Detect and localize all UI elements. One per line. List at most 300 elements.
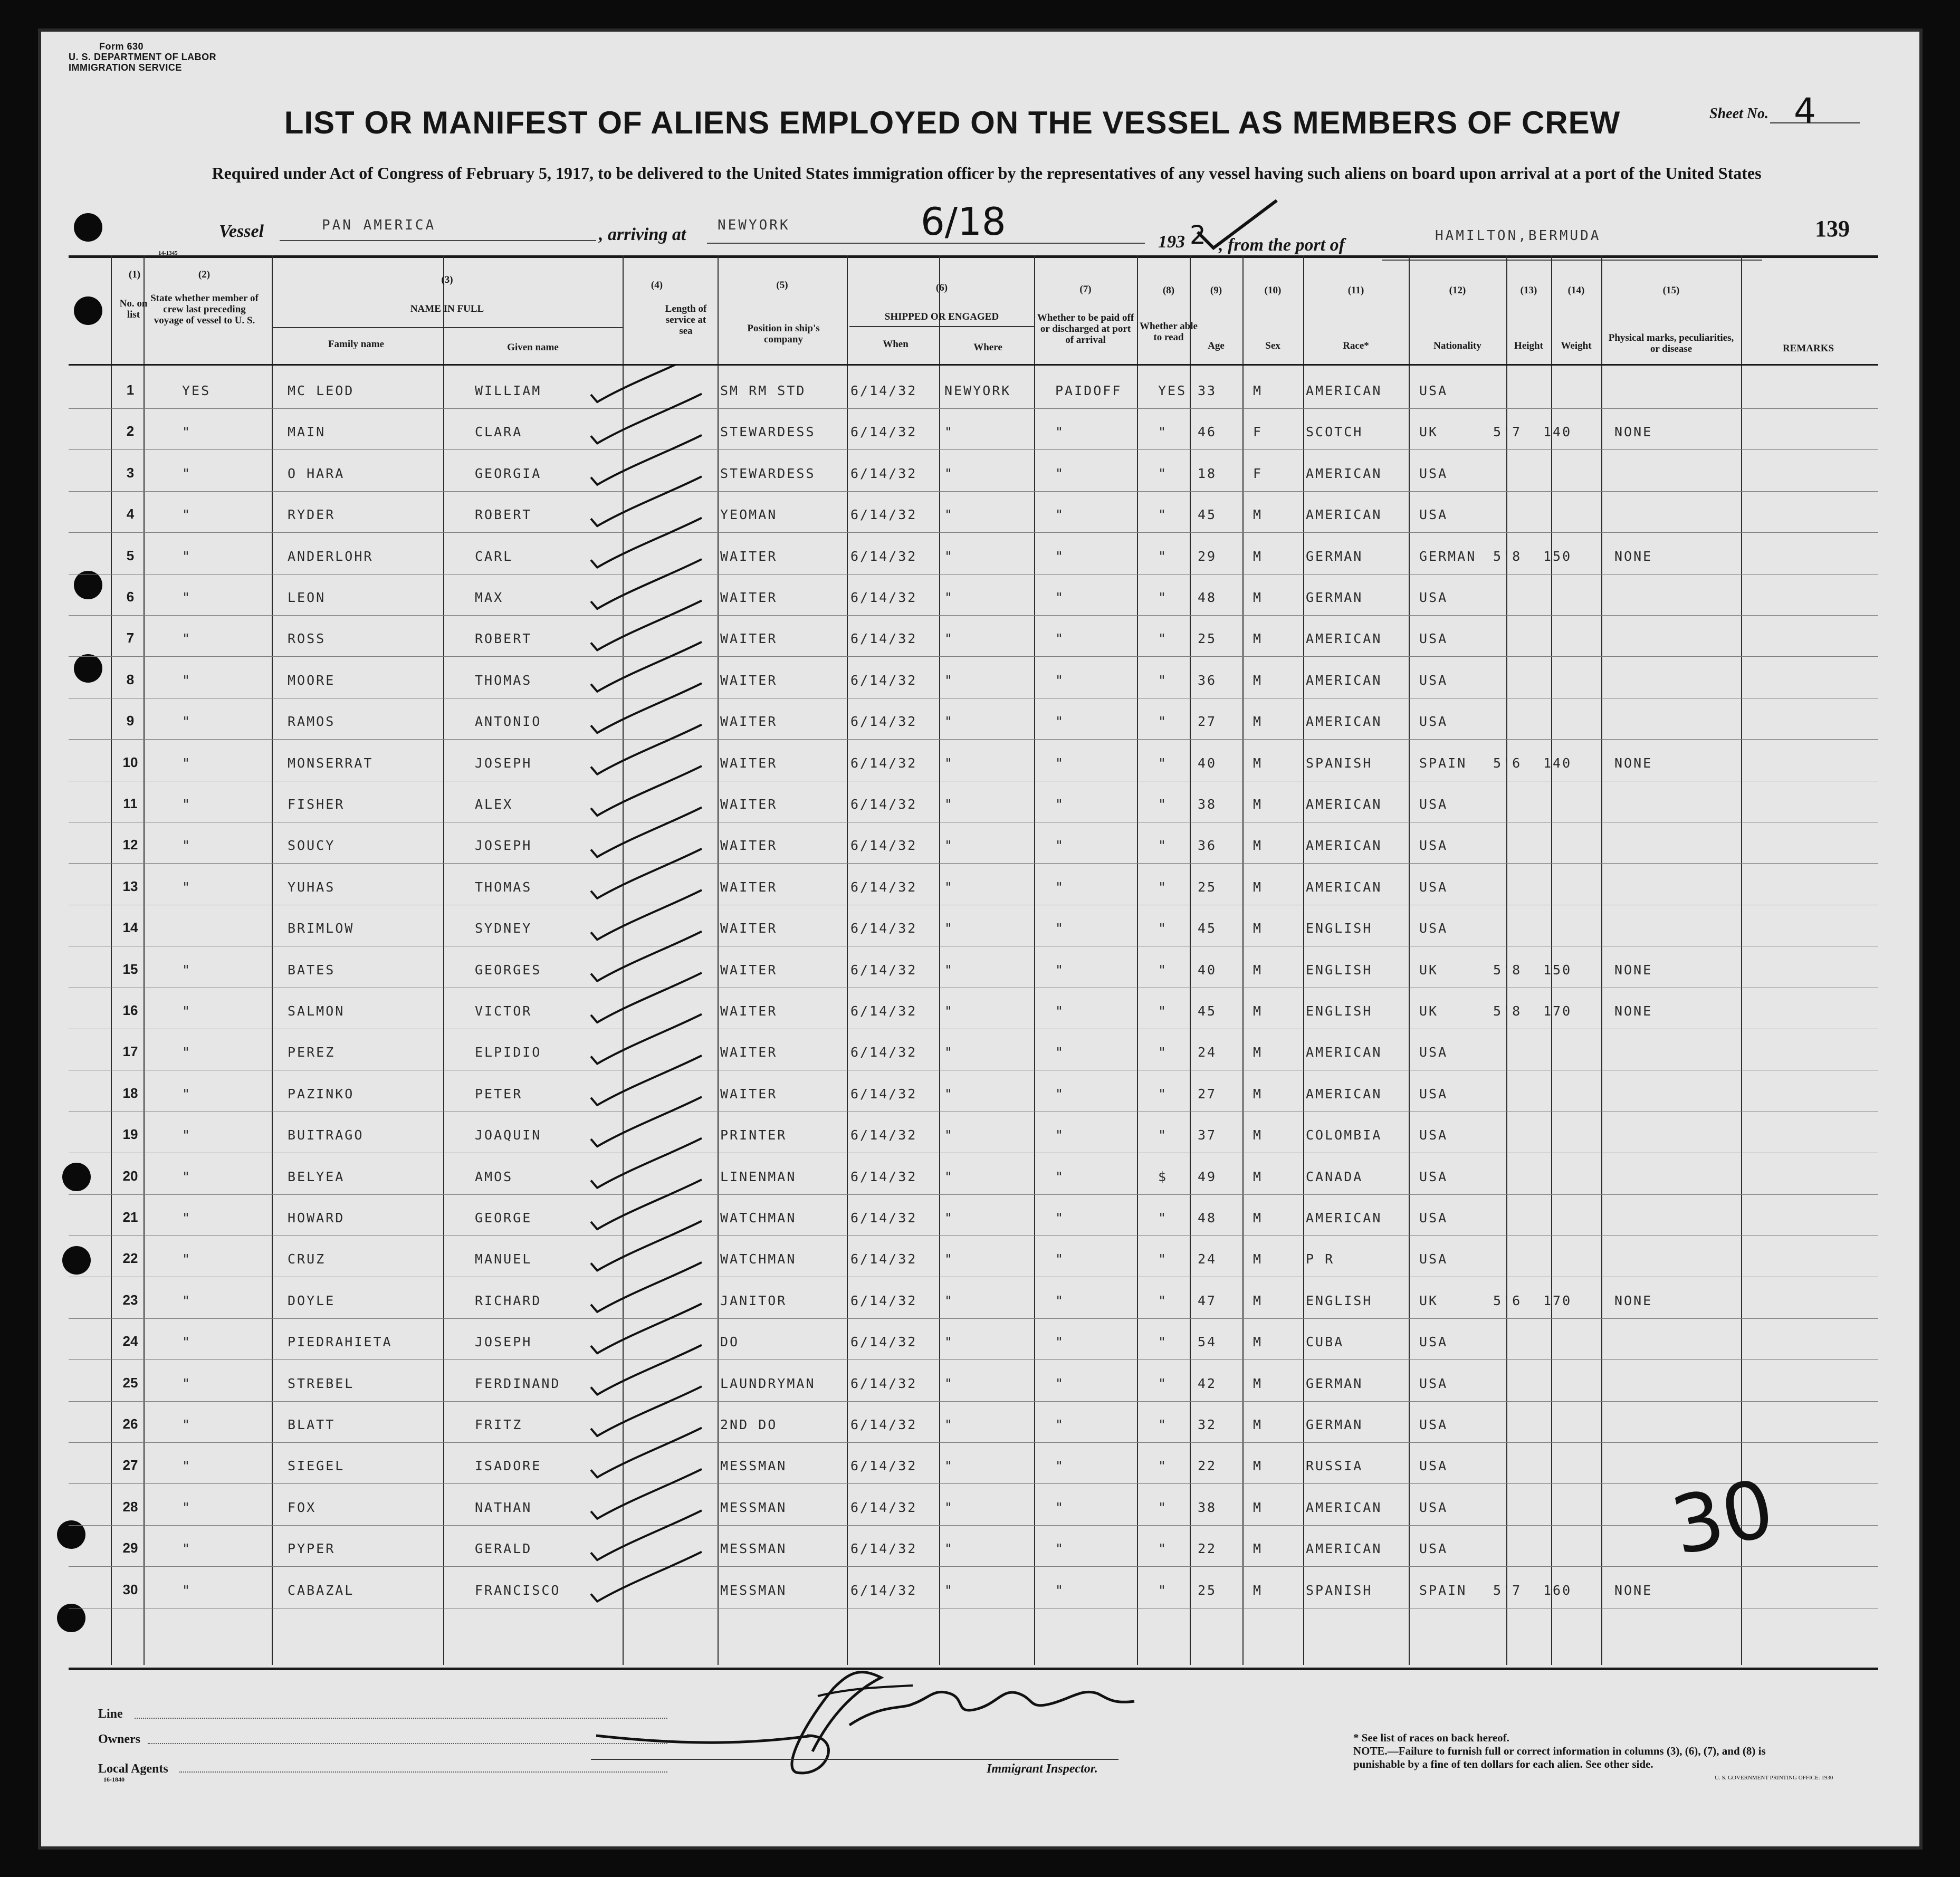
paid-off: ": [1055, 424, 1065, 440]
paid-off: ": [1055, 962, 1065, 978]
shipped-where: ": [944, 1127, 954, 1143]
position: WAITER: [720, 1045, 778, 1060]
check-mark: [591, 559, 702, 609]
able-to-read: ": [1158, 1086, 1168, 1102]
shipped-when: 6/14/32: [850, 921, 917, 936]
col2-number: (2): [198, 269, 211, 280]
footnotes: [1353, 1731, 1818, 1771]
previous-voyage: ": [182, 797, 192, 812]
paid-off: ": [1055, 838, 1065, 854]
family-name: SIEGEL: [288, 1458, 345, 1474]
physical-marks: NONE: [1614, 962, 1653, 978]
given-name: ELPIDIO: [475, 1045, 542, 1060]
position: WAITER: [720, 797, 778, 812]
shipped-where: ": [944, 838, 954, 854]
position: WATCHMAN: [720, 1210, 797, 1225]
family-name: HOWARD: [288, 1210, 345, 1225]
race: AMERICAN: [1306, 1499, 1382, 1515]
given-name: GEORGE: [475, 1210, 532, 1225]
col14-number: (14): [1567, 285, 1585, 296]
check-mark: [591, 1510, 702, 1560]
previous-voyage: ": [182, 548, 192, 564]
given-name: THOMAS: [475, 879, 532, 895]
shipped-when: 6/14/32: [850, 962, 917, 978]
race: AMERICAN: [1306, 631, 1382, 647]
able-to-read: ": [1158, 1127, 1168, 1143]
position: MESSMAN: [720, 1499, 787, 1515]
inspector-signature-line: [591, 1759, 1118, 1760]
previous-voyage: ": [182, 1251, 192, 1267]
family-name: BRIMLOW: [288, 921, 355, 936]
position: MESSMAN: [720, 1541, 787, 1557]
shipped-when: 6/14/32: [850, 1417, 917, 1432]
shipped-when: 6/14/32: [850, 424, 917, 440]
arriving-label: , arriving at: [599, 225, 686, 244]
shipped-where: ": [944, 1086, 954, 1102]
able-to-read: ": [1158, 1334, 1168, 1350]
row-rule: [69, 1566, 1878, 1567]
column-rule: [718, 255, 719, 1665]
age: 49: [1198, 1169, 1217, 1184]
weight: 160: [1543, 1582, 1572, 1598]
position: WAITER: [720, 1086, 778, 1102]
sex: M: [1253, 1582, 1263, 1598]
height: 5'7: [1493, 1582, 1522, 1598]
sex: M: [1253, 1417, 1263, 1432]
given-name: CLARA: [475, 424, 523, 440]
family-name: MAIN: [288, 424, 326, 440]
nationality: USA: [1419, 1210, 1448, 1225]
able-to-read: ": [1158, 1499, 1168, 1515]
row-number: 30: [122, 1581, 138, 1597]
row-number: 12: [122, 837, 138, 853]
given-name: AMOS: [475, 1169, 513, 1184]
shipped-where: ": [944, 879, 954, 895]
row-number: 22: [122, 1250, 138, 1267]
row-number: 4: [126, 506, 135, 522]
check-mark: [591, 1386, 702, 1436]
race: AMERICAN: [1306, 838, 1382, 854]
punch-hole: [74, 213, 102, 242]
nationality: USA: [1419, 1251, 1448, 1267]
family-name: PEREZ: [288, 1045, 336, 1060]
able-to-read: ": [1158, 672, 1168, 688]
age: 22: [1198, 1541, 1217, 1557]
previous-voyage: ": [182, 755, 192, 771]
sex: M: [1253, 797, 1263, 812]
check-mark: [591, 1469, 702, 1519]
nationality: USA: [1419, 507, 1448, 523]
nationality: USA: [1419, 1045, 1448, 1060]
shipped-where: ": [944, 1458, 954, 1474]
shipped-when: 6/14/32: [850, 1375, 917, 1391]
able-to-read: ": [1158, 1582, 1168, 1598]
physical-marks: NONE: [1614, 755, 1653, 771]
row-rule: [69, 1318, 1878, 1319]
family-name: RAMOS: [288, 714, 336, 730]
age: 45: [1198, 921, 1217, 936]
given-name: JOSEPH: [475, 838, 532, 854]
given-name: VICTOR: [475, 1003, 532, 1019]
paid-off: ": [1055, 1458, 1065, 1474]
shipped-where: ": [944, 548, 954, 564]
form-code: 14-1345: [158, 250, 178, 256]
given-name: ALEX: [475, 797, 513, 812]
shipped-when: 6/14/32: [850, 1334, 917, 1350]
previous-voyage: ": [182, 672, 192, 688]
physical-marks: NONE: [1614, 1292, 1653, 1308]
vessel-underline: [280, 240, 596, 241]
age: 38: [1198, 797, 1217, 812]
column-rule: [1303, 255, 1304, 1665]
paid-off: ": [1055, 797, 1065, 812]
col2-header: State whether member of crew last preceding voyage of vessel to U. S.: [150, 293, 259, 326]
sex: M: [1253, 1003, 1263, 1019]
family-name: SOUCY: [288, 838, 336, 854]
height: 5'6: [1493, 755, 1522, 771]
check-mark: [591, 807, 702, 857]
service: IMMIGRATION SERVICE: [69, 62, 182, 73]
shipped-where: ": [944, 1499, 954, 1515]
sex: M: [1253, 672, 1263, 688]
nationality: USA: [1419, 1127, 1448, 1143]
sheet-label: Sheet No.: [1709, 106, 1768, 122]
given-name: JOSEPH: [475, 755, 532, 771]
sex: M: [1253, 879, 1263, 895]
row-number: 14: [122, 920, 138, 936]
position: WAITER: [720, 714, 778, 730]
check-mark: [591, 1262, 702, 1312]
age: 25: [1198, 879, 1217, 895]
nationality: USA: [1419, 383, 1448, 398]
agents-code: 16-1840: [103, 1776, 125, 1783]
row-rule: [69, 1442, 1878, 1443]
year-prefix: 193: [1158, 232, 1185, 252]
previous-voyage: ": [182, 838, 192, 854]
shipped-when: 6/14/32: [850, 631, 917, 647]
column-rule: [847, 255, 848, 1665]
race: AMERICAN: [1306, 879, 1382, 895]
able-to-read: ": [1158, 1458, 1168, 1474]
race: ENGLISH: [1306, 1003, 1373, 1019]
physical-marks: NONE: [1614, 1582, 1653, 1598]
race: ENGLISH: [1306, 921, 1373, 936]
shipped-when: 6/14/32: [850, 507, 917, 523]
height: 5'7: [1493, 424, 1522, 440]
shipped-when: 6/14/32: [850, 1541, 917, 1557]
col7-header: Whether to be paid off or discharged at port of arrival: [1037, 312, 1134, 346]
nationality: USA: [1419, 672, 1448, 688]
able-to-read: YES: [1158, 383, 1187, 398]
position: WAITER: [720, 962, 778, 978]
age: 40: [1198, 755, 1217, 771]
race: SCOTCH: [1306, 424, 1363, 440]
given-name: ANTONIO: [475, 714, 542, 730]
col10-header: Sex: [1265, 340, 1280, 351]
sex: M: [1253, 1251, 1263, 1267]
year-digit: 2: [1190, 221, 1206, 250]
shipped-where: ": [944, 921, 954, 936]
shipped-when: 6/14/32: [850, 755, 917, 771]
shipped-where: ": [944, 1210, 954, 1225]
row-number: 21: [122, 1209, 138, 1225]
family-name: BUITRAGO: [288, 1127, 364, 1143]
position: DO: [720, 1334, 740, 1350]
position: WAITER: [720, 590, 778, 605]
shipped-where: ": [944, 1334, 954, 1350]
paid-off: ": [1055, 507, 1065, 523]
col4-header: Length of service at sea: [665, 303, 707, 337]
weight: 170: [1543, 1003, 1572, 1019]
paid-off: ": [1055, 714, 1065, 730]
paid-off: ": [1055, 1375, 1065, 1391]
age: 18: [1198, 465, 1217, 481]
sex: M: [1253, 383, 1263, 398]
family-name: BELYEA: [288, 1169, 345, 1184]
age: 22: [1198, 1458, 1217, 1474]
physical-marks: NONE: [1614, 1003, 1653, 1019]
penalty-note: NOTE.—Failure to furnish full or correct information in columns (3), (6), (7), and (8) is punishable by a fine of ten dollars for each alien. See other side.: [1353, 1745, 1766, 1770]
check-mark: [591, 1345, 702, 1395]
col3-given-header: Given name: [507, 342, 559, 353]
given-name: FRITZ: [475, 1417, 523, 1432]
row-rule: [69, 1194, 1878, 1195]
able-to-read: ": [1158, 590, 1168, 605]
sex: M: [1253, 838, 1263, 854]
position: LINENMAN: [720, 1169, 797, 1184]
column-rule: [1409, 255, 1410, 1665]
able-to-read: ": [1158, 424, 1168, 440]
able-to-read: ": [1158, 879, 1168, 895]
able-to-read: ": [1158, 921, 1168, 936]
height: 5'8: [1493, 548, 1522, 564]
shipped-where: ": [944, 1375, 954, 1391]
col5-number: (5): [776, 280, 788, 291]
row-number: 20: [122, 1167, 138, 1184]
check-mark: [591, 1056, 702, 1105]
header-bottom-rule: [69, 364, 1878, 366]
able-to-read: ": [1158, 755, 1168, 771]
nationality: SPAIN: [1419, 1582, 1467, 1598]
position: MESSMAN: [720, 1458, 787, 1474]
previous-voyage: ": [182, 1417, 192, 1432]
col15-number: (15): [1662, 285, 1680, 296]
row-number: 25: [122, 1374, 138, 1391]
age: 24: [1198, 1045, 1217, 1060]
paid-off: ": [1055, 1045, 1065, 1060]
paid-off: ": [1055, 1417, 1065, 1432]
document-subtitle: Required under Act of Congress of February 5, 1917, to be delivered to the United States immigration officer by the representatives of any vessel having such aliens on board upon arrival at a port of the United States: [212, 164, 1762, 183]
position: MESSMAN: [720, 1582, 787, 1598]
shipped-where: NEWYORK: [944, 383, 1011, 398]
race: CANADA: [1306, 1169, 1363, 1184]
sex: M: [1253, 1045, 1263, 1060]
given-name: JOSEPH: [475, 1334, 532, 1350]
shipped-when: 6/14/32: [850, 714, 917, 730]
check-mark: [591, 1428, 702, 1477]
given-name: RICHARD: [475, 1292, 542, 1308]
previous-voyage: ": [182, 1499, 192, 1515]
row-number: 23: [122, 1291, 138, 1308]
nationality: USA: [1419, 1499, 1448, 1515]
able-to-read: ": [1158, 631, 1168, 647]
shipped-when: 6/14/32: [850, 1045, 917, 1060]
row-rule: [69, 656, 1878, 657]
given-name: JOAQUIN: [475, 1127, 542, 1143]
check-mark: [591, 600, 702, 650]
shipped-when: 6/14/32: [850, 672, 917, 688]
check-mark: [591, 973, 702, 1022]
shipped-when: 6/14/32: [850, 1127, 917, 1143]
family-name: FISHER: [288, 797, 345, 812]
col1-number: (1): [128, 269, 141, 280]
row-rule: [69, 863, 1878, 864]
nationality: USA: [1419, 590, 1448, 605]
family-name: LEON: [288, 590, 326, 605]
paid-off: ": [1055, 879, 1065, 895]
check-mark: [591, 1304, 702, 1353]
col7-number: (7): [1079, 284, 1092, 295]
family-name: O HARA: [288, 465, 345, 481]
col12-number: (12): [1449, 285, 1466, 296]
col1-header: No. on list: [119, 298, 148, 320]
weight: 170: [1543, 1292, 1572, 1308]
row-rule: [69, 1525, 1878, 1526]
able-to-read: ": [1158, 1417, 1168, 1432]
paid-off: ": [1055, 755, 1065, 771]
able-to-read: ": [1158, 548, 1168, 564]
previous-voyage: ": [182, 1086, 192, 1102]
position: WAITER: [720, 755, 778, 771]
sex: M: [1253, 1375, 1263, 1391]
nationality: USA: [1419, 1375, 1448, 1391]
physical-marks: NONE: [1614, 548, 1653, 564]
previous-voyage: YES: [182, 383, 211, 398]
col12-header: Nationality: [1433, 340, 1481, 351]
shipped-where: ": [944, 962, 954, 978]
race: COLOMBIA: [1306, 1127, 1382, 1143]
shipped-when: 6/14/32: [850, 1003, 917, 1019]
given-name: FRANCISCO: [475, 1582, 561, 1598]
race: AMERICAN: [1306, 1541, 1382, 1557]
given-name: WILLIAM: [475, 383, 542, 398]
nationality: USA: [1419, 1458, 1448, 1474]
row-number: 1: [126, 382, 135, 398]
row-rule: [69, 408, 1878, 409]
races-note: * See list of races on back hereof.: [1353, 1731, 1509, 1744]
form-number: Form 630: [99, 41, 144, 52]
age: 25: [1198, 631, 1217, 647]
shipped-where: ": [944, 755, 954, 771]
position: WAITER: [720, 548, 778, 564]
paid-off: PAIDOFF: [1055, 383, 1122, 398]
position: WAITER: [720, 838, 778, 854]
col3-number: (3): [441, 274, 453, 285]
check-mark: [591, 435, 702, 485]
tick-mark: [1187, 195, 1282, 253]
previous-voyage: ": [182, 1582, 192, 1598]
sex: M: [1253, 921, 1263, 936]
nationality: USA: [1419, 921, 1448, 936]
row-number: 17: [122, 1043, 138, 1060]
row-number: 16: [122, 1002, 138, 1018]
row-number: 19: [122, 1126, 138, 1143]
header-subrule: [849, 326, 1034, 327]
col5-header: Position in ship's company: [747, 323, 820, 345]
column-rule: [1034, 255, 1035, 1665]
race: ENGLISH: [1306, 962, 1373, 978]
row-number: 26: [122, 1416, 138, 1432]
able-to-read: ": [1158, 714, 1168, 730]
given-name: GEORGIA: [475, 465, 542, 481]
age: 24: [1198, 1251, 1217, 1267]
able-to-read: ": [1158, 1251, 1168, 1267]
row-number: 5: [126, 547, 135, 563]
position: WAITER: [720, 672, 778, 688]
check-mark: [591, 394, 702, 443]
shipped-where: ": [944, 1541, 954, 1557]
printer-imprint: U. S. GOVERNMENT PRINTING OFFICE: 1930: [1715, 1775, 1833, 1781]
able-to-read: $: [1158, 1169, 1168, 1184]
race: AMERICAN: [1306, 507, 1382, 523]
shipped-where: ": [944, 465, 954, 481]
nationality: UK: [1419, 1003, 1439, 1019]
race: GERMAN: [1306, 590, 1363, 605]
race: SPANISH: [1306, 1582, 1373, 1598]
shipped-when: 6/14/32: [850, 1582, 917, 1598]
age: 42: [1198, 1375, 1217, 1391]
given-name: ROBERT: [475, 507, 532, 523]
weight: 140: [1543, 755, 1572, 771]
age: 36: [1198, 838, 1217, 854]
shipped-where: ": [944, 1292, 954, 1308]
row-number: 7: [126, 630, 135, 646]
column-rule: [1242, 255, 1244, 1665]
column-rule: [1190, 255, 1191, 1665]
nationality: UK: [1419, 1292, 1439, 1308]
previous-voyage: ": [182, 465, 192, 481]
form-number-block: [69, 41, 217, 73]
paid-off: ": [1055, 1086, 1065, 1102]
previous-voyage: ": [182, 1458, 192, 1474]
sex: F: [1253, 465, 1263, 481]
paid-off: ": [1055, 1169, 1065, 1184]
row-number: 3: [126, 464, 135, 481]
check-mark: [591, 1097, 702, 1146]
race: AMERICAN: [1306, 672, 1382, 688]
paid-off: ": [1055, 465, 1065, 481]
col3-header: NAME IN FULL: [410, 303, 484, 314]
sex: M: [1253, 962, 1263, 978]
sex: M: [1253, 507, 1263, 523]
race: GERMAN: [1306, 548, 1363, 564]
vessel-name: PAN AMERICA: [322, 217, 436, 233]
position: WAITER: [720, 631, 778, 647]
check-mark: [591, 1138, 702, 1188]
family-name: RYDER: [288, 507, 336, 523]
shipped-where: ": [944, 1582, 954, 1598]
able-to-read: ": [1158, 1045, 1168, 1060]
age: 45: [1198, 1003, 1217, 1019]
position: SM RM STD: [720, 383, 806, 398]
previous-voyage: ": [182, 1292, 192, 1308]
position: LAUNDRYMAN: [720, 1375, 816, 1391]
family-name: DOYLE: [288, 1292, 336, 1308]
age: 25: [1198, 1582, 1217, 1598]
row-number: 28: [122, 1498, 138, 1515]
col11-number: (11): [1347, 285, 1364, 296]
age: 33: [1198, 383, 1217, 398]
